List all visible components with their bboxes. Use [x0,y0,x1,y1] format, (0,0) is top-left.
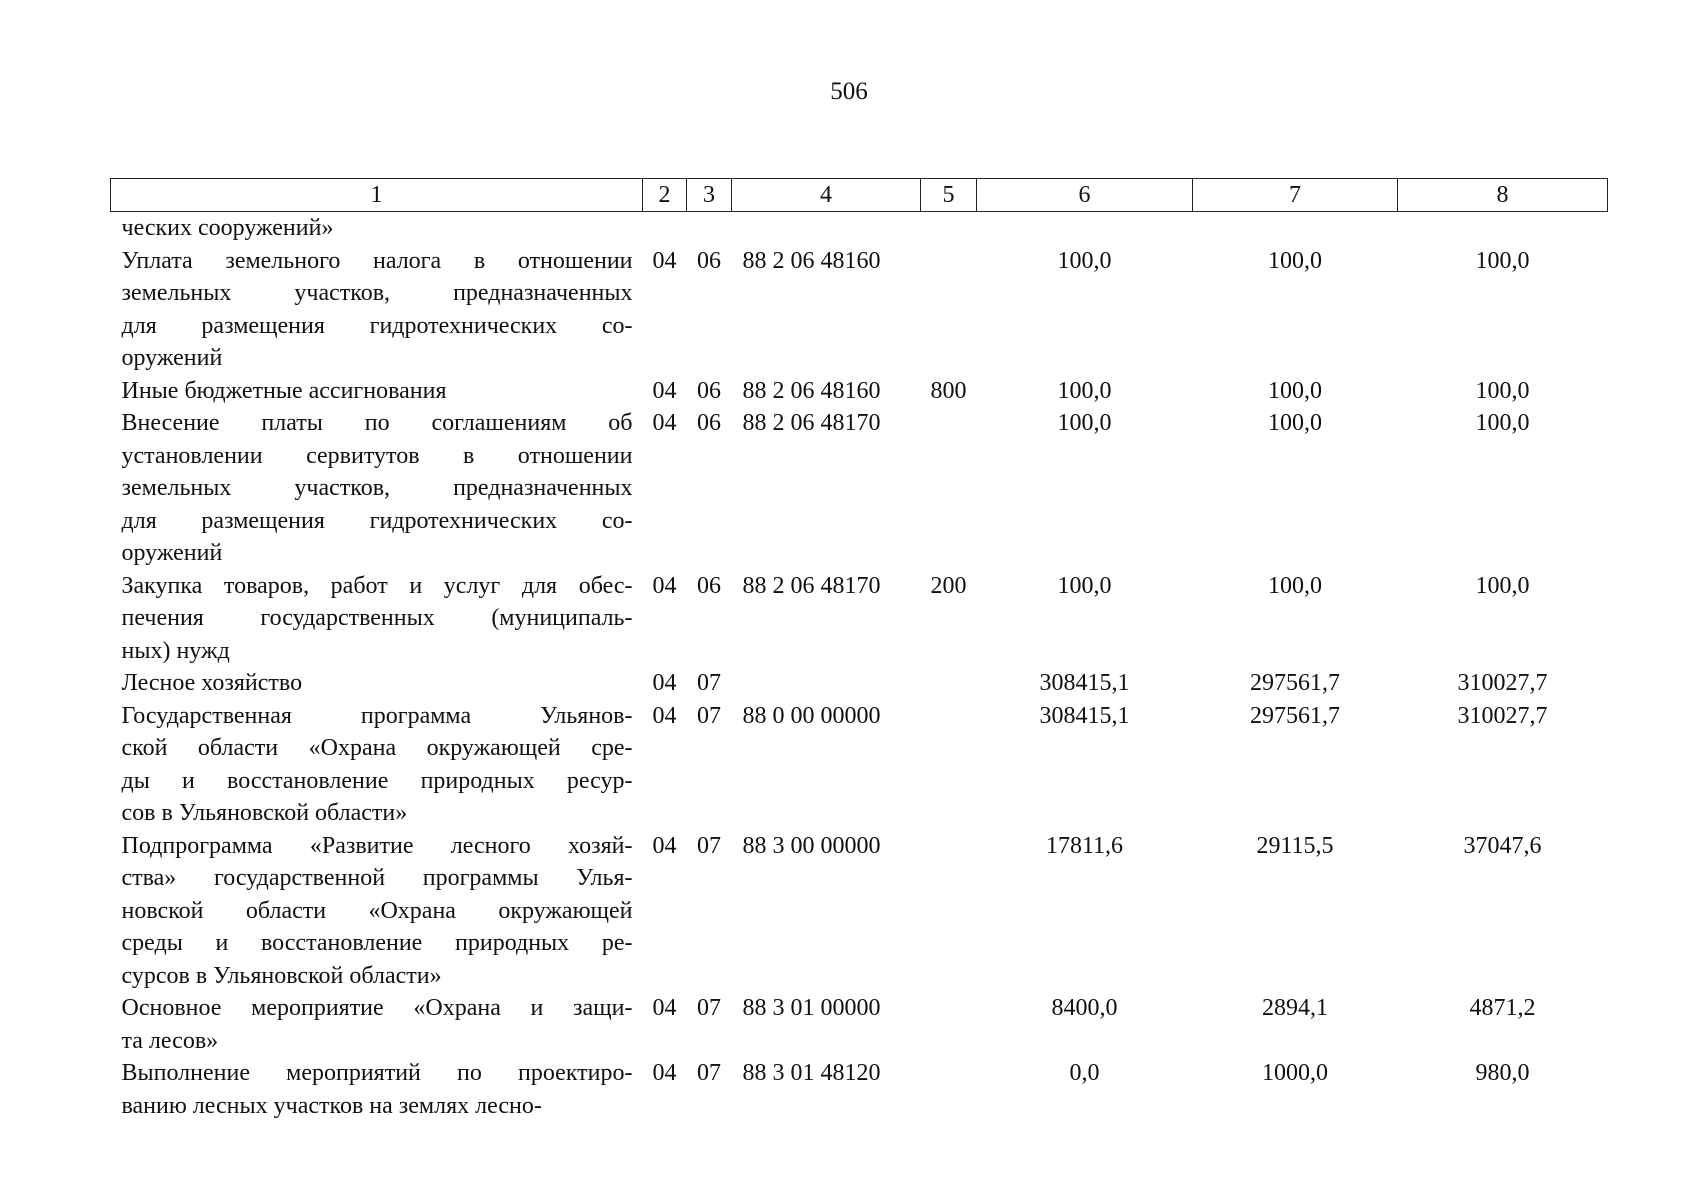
row-target-article: 88 2 06 48170 [742,572,881,599]
row-amount-2: 1000,0 [1262,1060,1328,1086]
row-name-line: Государственная программа Ульянов- [121,702,633,729]
row-name [111,700,643,830]
row-subsection: 07 [697,1060,721,1086]
row-section: 04 [652,410,677,436]
row-name-line: Подпрограмма «Развитие лесного хозяй- [121,832,633,859]
row-name-line: для размещения гидротехнических со- [121,312,633,339]
row-name-line: Внесение платы по соглашениям об [121,410,633,436]
row-amount-2 [1193,212,1398,245]
row-amount-1: 100,0 [1057,377,1112,404]
row-name-line: Закупка товаров, работ и услуг для обес- [121,572,633,599]
row-name [111,570,643,668]
row-name-line: для размещения гидротехнических со- [121,507,633,534]
row-name-line: земельных участков, предназначенных [121,280,633,306]
row-subsection: 06 [697,410,721,436]
row-name-line: ства» государственной программы Улья- [121,865,633,891]
table-row [111,407,1608,570]
row-expense-type [921,1057,977,1122]
row-section: 04 [652,247,677,274]
row-amount-3: 310027,7 [1457,670,1548,696]
row-amount-2: 2894,1 [1262,995,1328,1021]
page-number: 506 [830,78,868,105]
table-row [111,992,1608,1057]
header-col-7: 7 [1193,179,1398,212]
row-amount-1: 100,0 [1057,410,1112,436]
row-amount-1: 0,0 [1069,1060,1100,1086]
row-name-line: ской области «Охрана окружающей сре- [121,735,633,761]
row-name-line: печения государственных (муниципаль- [121,605,633,631]
row-name [111,375,643,408]
row-target-article: 88 3 01 48120 [742,1060,881,1086]
row-name [111,667,643,700]
header-col-2: 2 [643,179,687,212]
table-row [111,830,1608,993]
row-target-article: 88 3 00 00000 [742,832,881,859]
row-name-line: ческих сооружений» [121,215,334,241]
row-amount-2: 100,0 [1268,247,1322,274]
row-section: 04 [652,995,677,1021]
row-name-line: ды и восстановление природных ресур- [121,767,633,794]
header-col-1: 1 [111,179,643,212]
table-row [111,570,1608,668]
row-name [111,830,643,993]
row-target-article: 88 0 00 00000 [742,702,881,729]
row-expense-type [921,700,977,830]
row-expense-type [921,245,977,375]
row-name-line: Основное мероприятие «Охрана и защи- [121,995,633,1021]
table-row [111,245,1608,375]
row-amount-2: 297561,7 [1250,670,1340,696]
row-name [111,1057,643,1122]
row-name [111,212,643,245]
row-name-line: среды и восстановление природных ре- [121,930,633,956]
row-amount-2: 297561,7 [1250,702,1340,729]
row-target-article [732,667,921,700]
row-amount-3: 100,0 [1475,247,1530,274]
row-name-line: ванию лесных участков на землях лесно- [121,1092,542,1119]
row-expense-type [921,212,977,245]
row-subsection [687,212,732,245]
table-row [111,375,1608,408]
row-subsection: 06 [697,377,721,404]
row-amount-1: 308415,1 [1039,670,1130,696]
row-amount-3: 100,0 [1475,377,1530,404]
row-amount-3: 100,0 [1475,410,1530,436]
row-expense-type [921,830,977,993]
row-name-line: сов в Ульяновской области» [121,800,408,826]
row-name-line: Выполнение мероприятий по проектиро- [121,1060,633,1086]
header-col-4: 4 [732,179,921,212]
header-col-6: 6 [977,179,1193,212]
table-body [111,212,1608,1123]
row-name-line: ных) нужд [121,637,230,664]
row-section: 04 [652,702,677,729]
row-name-line: Уплата земельного налога в отношении [121,247,633,274]
row-name [111,245,643,375]
row-section [643,212,687,245]
row-name-line: Иные бюджетные ассигнования [121,377,447,404]
row-amount-3: 37047,6 [1463,832,1542,859]
budget-table [110,178,1608,1122]
row-amount-1: 100,0 [1057,572,1112,599]
row-amount-3: 980,0 [1475,1060,1530,1086]
row-section: 04 [652,670,677,696]
row-target-article: 88 3 01 00000 [742,995,881,1021]
row-subsection: 06 [697,247,721,274]
header-col-8: 8 [1398,179,1608,212]
row-amount-2: 100,0 [1268,377,1322,404]
row-name [111,407,643,570]
row-amount-2: 29115,5 [1256,832,1334,859]
row-subsection: 07 [697,832,721,859]
row-amount-1: 8400,0 [1051,995,1118,1021]
row-subsection: 07 [697,995,721,1021]
row-name-line: земельных участков, предназначенных [121,475,633,501]
row-name-line: сурсов в Ульяновской области» [121,962,442,989]
row-target-article [732,212,921,245]
row-target-article: 88 2 06 48160 [742,377,881,404]
row-expense-type [921,992,977,1057]
row-expense-type [921,667,977,700]
row-target-article: 88 2 06 48160 [742,247,881,274]
row-amount-1: 100,0 [1057,247,1112,274]
row-amount-3: 310027,7 [1457,702,1548,729]
row-expense-type: 200 [930,572,967,599]
row-expense-type [921,407,977,570]
row-section: 04 [652,377,677,404]
row-amount-1 [977,212,1193,245]
row-subsection: 07 [697,702,721,729]
row-name-line: установлении сервитутов в отношении [121,442,633,469]
row-amount-1: 17811,6 [1045,832,1124,859]
row-name-line: Лесное хозяйство [121,670,303,696]
row-section: 04 [652,572,677,599]
row-subsection: 06 [697,572,721,599]
row-target-article: 88 2 06 48170 [742,410,881,436]
row-section: 04 [652,1060,677,1086]
row-name-line: новской области «Охрана окружающей [121,897,633,924]
table-row [111,1057,1608,1122]
row-amount-3 [1398,212,1608,245]
row-section: 04 [652,832,677,859]
row-subsection: 07 [697,670,721,696]
row-name [111,992,643,1057]
table-header [111,179,1608,212]
header-col-3: 3 [687,179,732,212]
row-amount-3: 100,0 [1475,572,1530,599]
row-amount-2: 100,0 [1268,410,1322,436]
row-amount-1: 308415,1 [1039,702,1130,729]
row-expense-type: 800 [930,377,967,404]
table-row [111,212,1608,245]
row-name-line: та лесов» [121,1027,219,1054]
row-name-line: оружений [121,345,223,371]
header-col-5: 5 [921,179,977,212]
table-row [111,667,1608,700]
row-name-line: оружений [121,540,223,566]
table-row [111,700,1608,830]
row-amount-3: 4871,2 [1469,995,1536,1021]
row-amount-2: 100,0 [1268,572,1322,599]
